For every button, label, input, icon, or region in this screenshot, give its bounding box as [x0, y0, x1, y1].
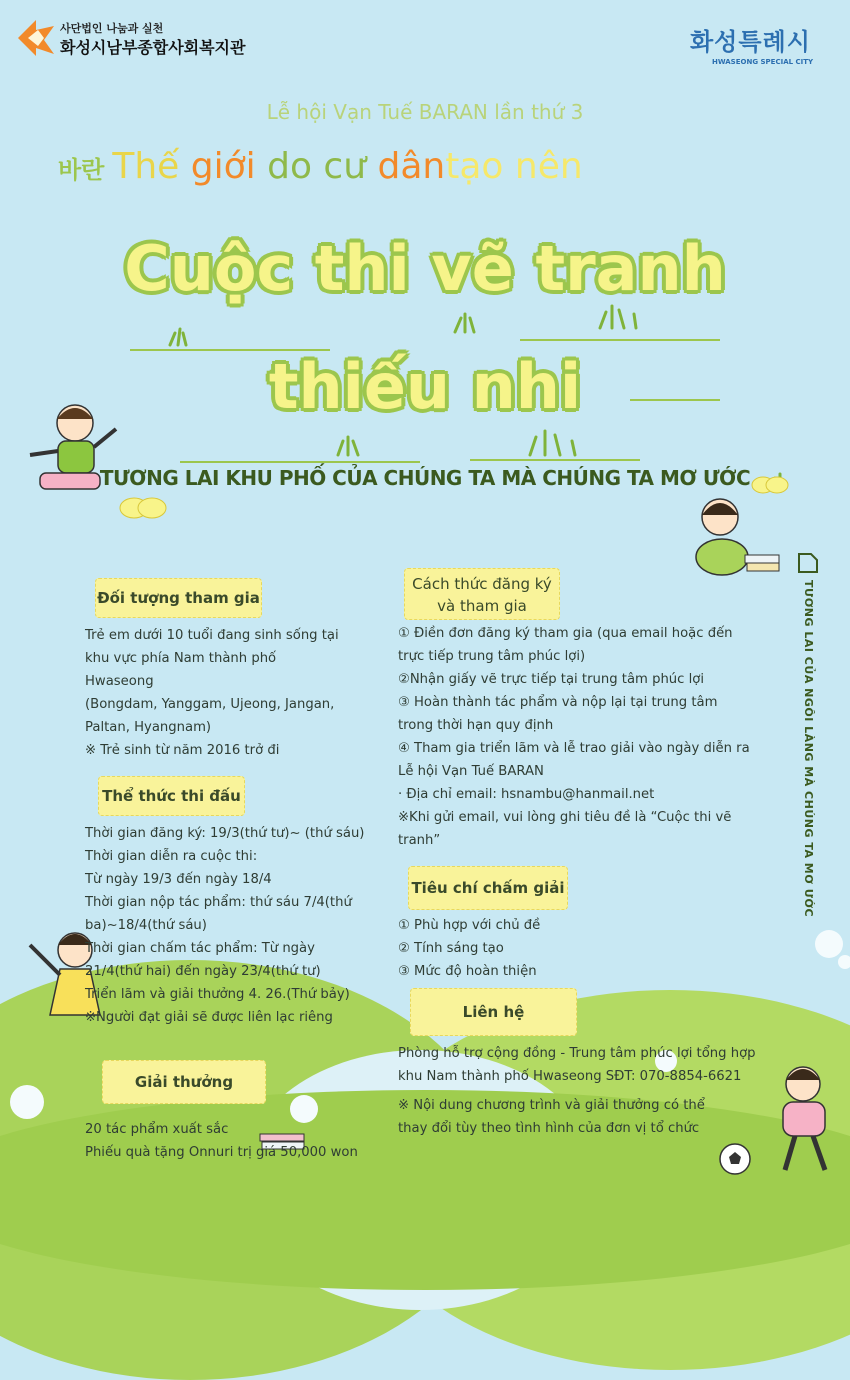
criteria-line: ① Phù hợp với chủ đề [398, 918, 541, 933]
tagline-part: dân [377, 146, 446, 187]
soccer-ball-icon [718, 1142, 752, 1176]
vertical-side-text: TƯƠNG LAI CỦA NGÔI LÀNG MÀ CHÚNG TA MƠ ƯỚC [802, 580, 815, 918]
registration-line: Lễ hội Vạn Tuế BARAN [398, 764, 544, 779]
prizes-line: 20 tác phẩm xuất sắc [85, 1122, 229, 1137]
org-name-main: 화성시남부종합사회복지관 [60, 38, 246, 57]
format-line: Thời gian nộp tác phẩm: thứ sáu 7/4(thứ [85, 895, 352, 910]
prizes-label: Giải thưởng [102, 1060, 266, 1104]
registration-line: ※Khi gửi email, vui lòng ghi tiêu đề là “Cuộc thi vẽ [398, 810, 732, 825]
org-logo [14, 16, 58, 60]
tagline-part: giới [190, 146, 256, 187]
registration-line: ① Điền đơn đăng ký tham gia (qua email hoặc đến [398, 626, 733, 641]
registration-label-line: và tham gia [437, 597, 527, 615]
contact-line: khu Nam thành phố Hwaseong SĐT: 070-8854-6621 [398, 1069, 742, 1084]
participants-line: (Bongdam, Yanggam, Ujeong, Jangan, [85, 697, 335, 712]
format-text [85, 822, 395, 1029]
registration-line: tranh” [398, 833, 441, 848]
registration-label-line: Cách thức đăng ký [412, 575, 552, 593]
criteria-line: ② Tính sáng tạo [398, 941, 504, 956]
contact-notes [398, 1094, 768, 1140]
registration-label [404, 568, 560, 620]
child-reading-illustration [690, 495, 785, 585]
criteria-line: ③ Mức độ hoàn thiện [398, 964, 537, 979]
registration-line: ④ Tham gia triển lãm và lễ trao giải vào ngày diễn ra [398, 741, 750, 756]
criteria-label: Tiêu chí chấm giải [408, 866, 568, 910]
registration-line: trong thời hạn quy định [398, 718, 554, 733]
main-title-line1: Cuộc thi vẽ tranh [124, 232, 726, 305]
child-running-illustration [20, 395, 130, 505]
contact-note-line: thay đổi tùy theo tình hình của đơn vị tổ chức [398, 1121, 700, 1136]
org-name-small: 사단법인 나눔과 실천 [60, 22, 164, 35]
participants-line: ※ Trẻ sinh từ năm 2016 trở đi [85, 743, 280, 758]
format-line: ※Người đạt giải sẽ được liên lạc riêng [85, 1010, 333, 1025]
contact-note-line: ※ Nội dung chương trình và giải thưởng có thể [398, 1098, 705, 1113]
prizes-line: Phiếu quà tặng Onnuri trị giá 50,000 won [85, 1145, 358, 1160]
book-outline-icon [796, 552, 820, 574]
participants-line: Trẻ em dưới 10 tuổi đang sinh sống tại [85, 628, 339, 643]
registration-line: trực tiếp trung tâm phúc lợi) [398, 649, 586, 664]
butterfly-icon [118, 490, 168, 530]
tagline-logo: 바란 [58, 156, 105, 184]
registration-text [398, 622, 788, 852]
contact-line: Phòng hỗ trợ cộng đồng - Trung tâm phúc lợi tổng hợp [398, 1046, 756, 1061]
registration-line: ③ Hoàn thành tác phẩm và nộp lại tại trung tâm [398, 695, 718, 710]
participants-line: Paltan, Hyangnam) [85, 720, 212, 735]
bubble [838, 955, 850, 969]
participants-label: Đối tượng tham gia [95, 578, 262, 618]
main-title-line2: thiếu nhi [268, 350, 582, 423]
format-line: Thời gian chấm tác phẩm: Từ ngày [85, 941, 315, 956]
format-line: Triển lãm và giải thưởng 4. 26.(Thứ bảy) [85, 987, 350, 1002]
format-line: Từ ngày 19/3 đến ngày 18/4 [85, 872, 272, 887]
format-line: Thời gian đăng ký: 19/3(thứ tư)~ (thứ sáu) [85, 826, 365, 841]
criteria-text [398, 914, 698, 983]
contact-text [398, 1042, 818, 1088]
tagline-part: tạo nên [445, 146, 583, 187]
contact-label: Liên hệ [410, 988, 577, 1036]
participants-text [85, 624, 385, 762]
bubble [815, 930, 843, 958]
festival-name: Lễ hội Vạn Tuế BARAN lần thứ 3 [266, 100, 584, 124]
format-line: 21/4(thứ hai) đến ngày 23/4(thứ tư) [85, 964, 321, 979]
participants-line: Hwaseong [85, 674, 154, 689]
bubble [10, 1085, 44, 1119]
subtitle: TƯƠNG LAI KHU PHỐ CỦA CHÚNG TA MÀ CHÚNG TA MƠ ƯỚC [99, 466, 751, 490]
format-line: Thời gian diễn ra cuộc thi: [85, 849, 258, 864]
city-logo-subtitle: HWASEONG SPECIAL CITY [712, 58, 814, 66]
tagline-part: Thế [112, 146, 191, 187]
city-logo: 화성특례시 [690, 28, 811, 56]
participants-line: khu vực phía Nam thành phố [85, 651, 277, 666]
format-line: ba)~18/4(thứ sáu) [85, 918, 207, 933]
tagline-part: do cư [255, 146, 378, 187]
prizes-text [85, 1118, 395, 1164]
org-logo-icon [14, 16, 58, 60]
registration-line: · Địa chỉ email: hsnambu@hanmail.net [398, 787, 655, 802]
tagline [58, 146, 758, 206]
format-label: Thể thức thi đấu [98, 776, 245, 816]
registration-line: ②Nhận giấy vẽ trực tiếp tại trung tâm phúc lợi [398, 672, 704, 687]
